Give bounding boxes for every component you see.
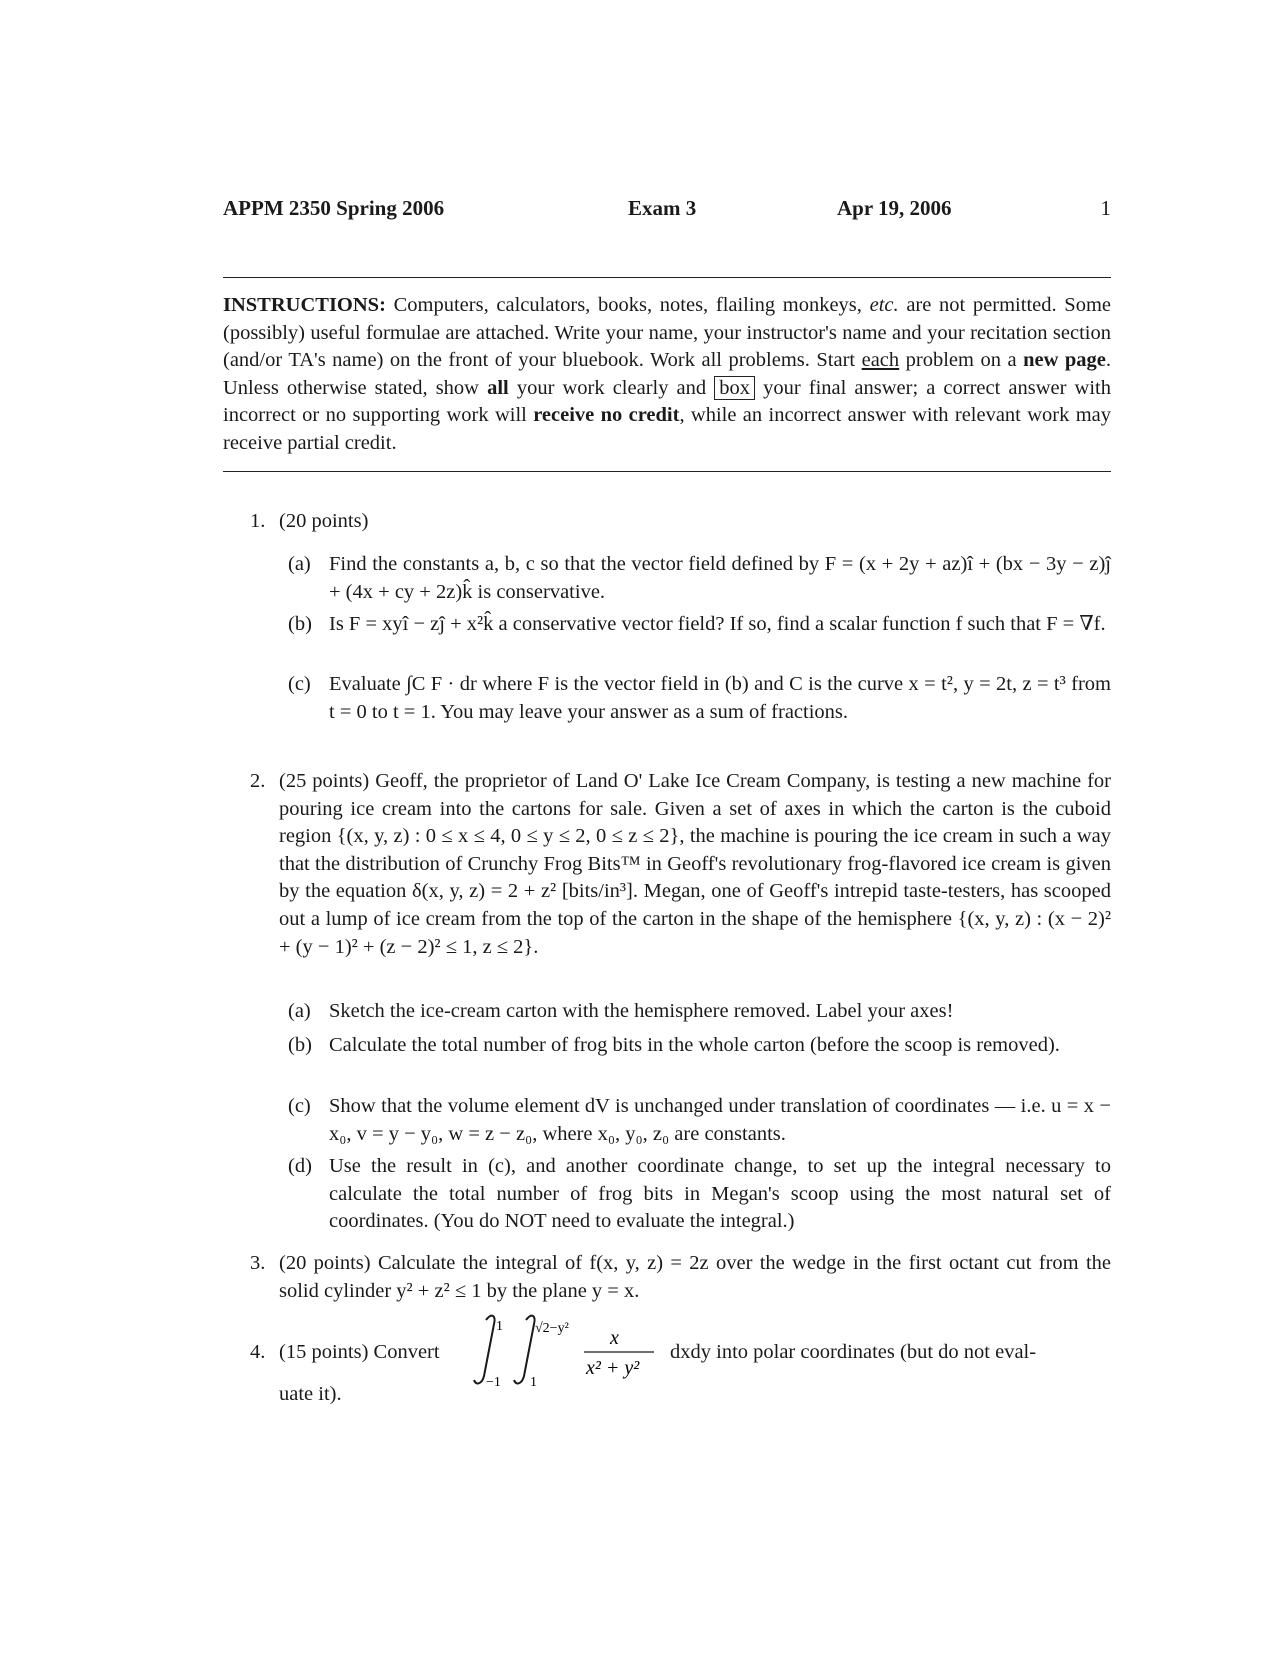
exam-date: Apr 19, 2006: [837, 196, 952, 220]
integral-sign: [474, 1316, 495, 1384]
problem-4-tail: dxdy into polar coordinates (but do not eval-: [670, 1341, 1037, 1363]
top-rule: [223, 277, 1111, 278]
part-text: Show that the volume element dV is unchanged under translation of coordinates — i.e. u = x − x₀, v = y − y₀, w = z − z₀, where x₀, y₀, z₀ are constants.: [329, 1095, 1111, 1145]
outer-lower-limit: −1: [486, 1375, 501, 1390]
problem-2c: (c) Show that the volume element dV is unchanged under translation of coordinates — i.e. u = x − x₀, v = y − y₀, w = z − z₀, where x₀, y₀, z₀ are constants.: [288, 1093, 1111, 1148]
part-text: Evaluate ∫C F · dr where F is the vector field in (b) and C is the curve x = t², y = 2t, z = t³ from t = 0 to t = 1. You may leave your answer as a sum of fractions.: [329, 673, 1111, 723]
part-text: Is F = xyî − zĵ + x²k̂ a conservative vector field? If so, find a scalar function f such that F = ∇f.: [329, 613, 1106, 635]
problem-2: [250, 768, 1111, 961]
instructions-block: INSTRUCTIONS: Computers, calculators, books, notes, flailing monkeys, etc. are not permitted. Some (possibly) useful formulae are attached. Write your name, your instructor's name and your recitation section (and/or TA's name) on the front of your bluebook. Work all problems. Start each problem on a new page. Unless otherwise stated, show all your work clearly and box your final answer; a correct answer with incorrect or no supporting work will receive no credit, while an incorrect answer with relevant work may receive partial credit.: [223, 294, 1111, 454]
exam-title: Exam 3: [628, 196, 697, 220]
problem-1: [250, 508, 1111, 536]
problem-number: 4.: [250, 1341, 266, 1363]
outer-upper-limit: 1: [496, 1319, 503, 1334]
problem-1b: (b) Is F = xyî − zĵ + x²k̂ a conservative vector field? If so, find a scalar function f such that F = ∇f.: [288, 611, 1111, 639]
fraction-numerator: x: [610, 1327, 619, 1349]
problem-intro: (20 points): [279, 510, 369, 532]
problem-4-continuation: uate it).: [279, 1383, 342, 1405]
page-header: [223, 196, 1111, 228]
problem-2b: (b) Calculate the total number of frog bits in the whole carton (before the scoop is removed).: [288, 1032, 1111, 1060]
problem-2a: (a) Sketch the ice-cream carton with the hemisphere removed. Label your axes!: [288, 998, 1111, 1026]
fraction-denominator: x² + y²: [586, 1357, 640, 1379]
problem-number: 1.: [250, 510, 266, 532]
boxed-word: box: [714, 376, 755, 400]
problem-number: 3.: [250, 1252, 266, 1274]
problem-2d: (d) Use the result in (c), and another coordinate change, to set up the integral necessary to calculate the total number of frog bits in Megan's scoop using the most natural set of coordinates. (You do NOT need to evaluate the integral.): [288, 1153, 1111, 1236]
instructions-label: INSTRUCTIONS:: [223, 294, 386, 316]
problem-1a: (a) Find the constants a, b, c so that the vector field defined by F = (x + 2y + az)î + (bx − 3y − z)ĵ + (4x + cy + 2z)k̂ is conservative.: [288, 551, 1111, 606]
problem-1c: (c) Evaluate ∫C F · dr where F is the vector field in (b) and C is the curve x = t², y = 2t, z = t³ from t = 0 to t = 1. You may leave your answer as a sum of fractions.: [288, 671, 1111, 726]
inner-upper-limit: √2−y²: [535, 1321, 569, 1336]
integral-sign: [514, 1316, 535, 1384]
problem-text: (20 points) Calculate the integral of f(x, y, z) = 2z over the wedge in the first octant cut from the solid cylinder y² + z² ≤ 1 by the plane y = x.: [279, 1252, 1111, 1302]
page-number: 1: [1100, 196, 1111, 220]
part-text: Find the constants a, b, c so that the vector field defined by F = (x + 2y + az)î + (bx − 3y − z)ĵ + (4x + cy + 2z)k̂ is conservative.: [329, 553, 1111, 603]
part-text: Calculate the total number of frog bits in the whole carton (before the scoop is removed).: [329, 1034, 1060, 1056]
problem-number: 2.: [250, 770, 266, 792]
problem-3: [250, 1250, 1111, 1305]
problem-4: [250, 1310, 1111, 1430]
part-text: Sketch the ice-cream carton with the hemisphere removed. Label your axes!: [329, 1000, 954, 1022]
course-title: APPM 2350 Spring 2006: [223, 196, 445, 220]
problem-4-lead: (15 points) Convert: [279, 1341, 440, 1363]
inner-lower-limit: 1: [530, 1375, 537, 1390]
problem-intro: (25 points) Geoff, the proprietor of Land O' Lake Ice Cream Company, is testing a new machine for pouring ice cream into the cartons for sale. Given a set of axes in which the carton is the cuboid region {(x, y, z) : 0 ≤ x ≤ 4, 0 ≤ y ≤ 2, 0 ≤ z ≤ 2}, the machine is pouring the ice cream in such a way that the distribution of Crunchy Frog Bits™ in Geoff's revolutionary frog-flavored ice cream is given by the equation δ(x, y, z) = 2 + z² [bits/in³]. Megan, one of Geoff's intrepid taste-testers, has scooped out a lump of ice cream from the top of the carton in the shape of the hemisphere {(x, y, z) : (x − 2)² + (y − 1)² + (z − 2)² ≤ 1, z ≤ 2}.: [279, 770, 1111, 958]
bottom-rule: [223, 471, 1111, 472]
part-text: Use the result in (c), and another coordinate change, to set up the integral necessary to calculate the total number of frog bits in Megan's scoop using the most natural set of coordinates. (You do NOT need to evaluate the integral.): [329, 1155, 1111, 1233]
